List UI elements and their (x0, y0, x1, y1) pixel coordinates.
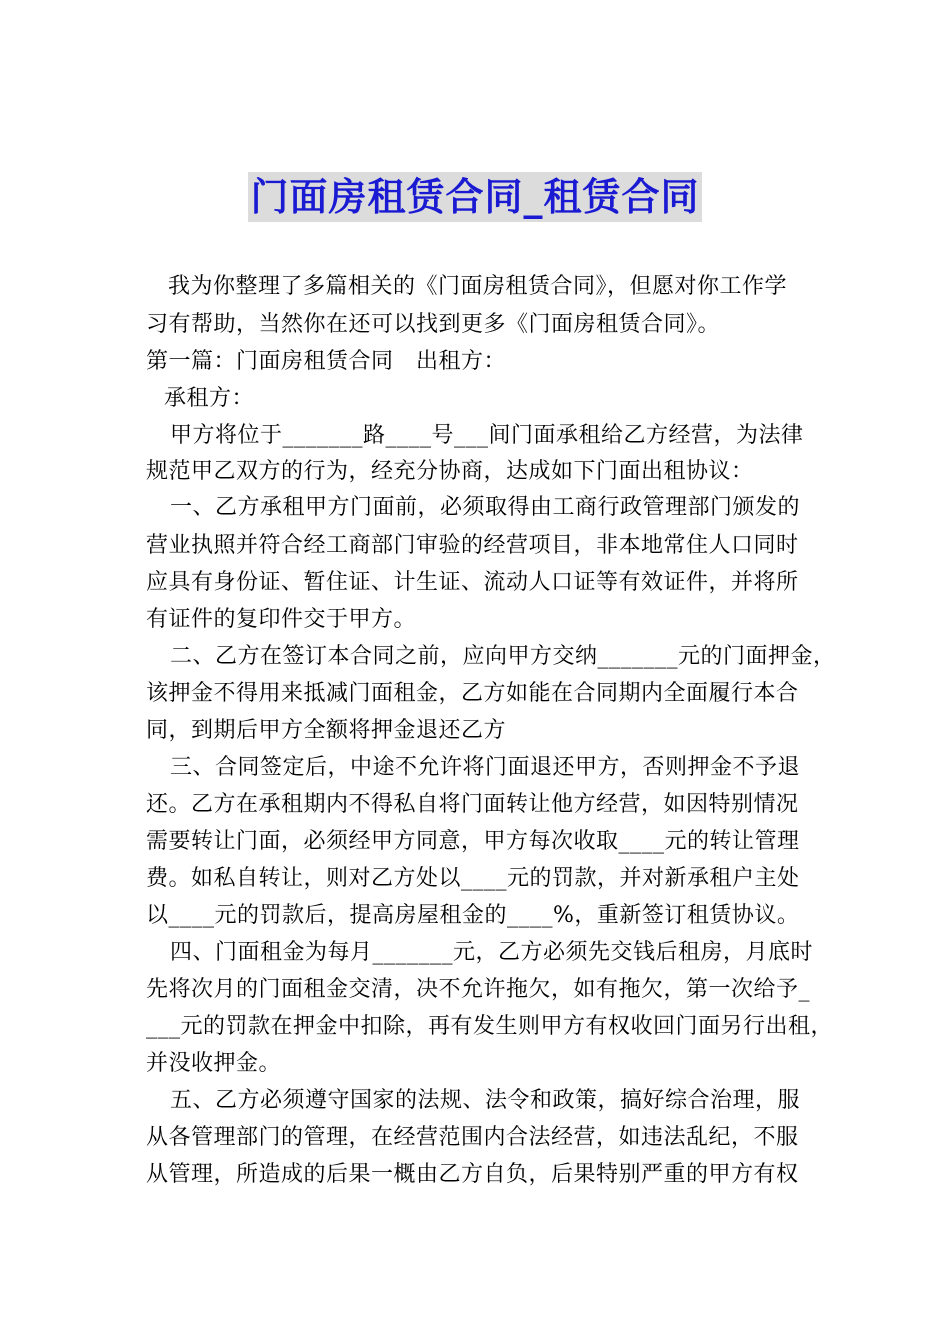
body-line: 并没收押金。 (146, 1051, 282, 1076)
body-line: 我为你整理了多篇相关的《门面房租赁合同》，但愿对你工作学 (168, 274, 788, 299)
body-line: 第一篇：门面房租赁合同 出租方： (146, 349, 507, 374)
body-line: 从各管理部门的管理，在经营范围内合法经营，如违法乱纪，不服 (146, 1125, 799, 1150)
body-line: ___元的罚款在押金中扣除，再有发生则甲方有权收回门面另行出租， (146, 1014, 834, 1039)
body-line: 应具有身份证、暂住证、计生证、流动人口证等有效证件，并将所 (146, 570, 799, 595)
body-line: 费。如私自转让，则对乙方处以____元的罚款，并对新承租户主处 (146, 866, 800, 891)
body-line: 习有帮助，当然你在还可以找到更多《门面房租赁合同》。 (146, 312, 721, 337)
title-container (0, 172, 950, 222)
body-line: 还。乙方在承租期内不得私自将门面转让他方经营，如因特别情况 (146, 792, 799, 817)
body-line: 规范甲乙双方的行为，经充分协商，达成如下门面出租协议： (146, 459, 754, 484)
body-line: 该押金不得用来抵减门面租金，乙方如能在合同期内全面履行本合 (146, 681, 799, 706)
body-line: 同，到期后甲方全额将押金退还乙方 (146, 718, 507, 743)
body-line: 三、合同签定后，中途不允许将门面退还甲方，否则押金不予退 (170, 755, 801, 780)
body-line: 二、乙方在签订本合同之前，应向甲方交纳_______元的门面押金， (170, 644, 836, 669)
body-line: 先将次月的门面租金交清，决不允许拖欠，如有拖欠，第一次给予_ (146, 977, 811, 1002)
body-line: 有证件的复印件交于甲方。 (146, 607, 417, 632)
body-line: 从管理，所造成的后果一概由乙方自负，后果特别严重的甲方有权 (146, 1162, 799, 1187)
document-title: 门面房租赁合同_租赁合同 (248, 172, 701, 222)
body-line: 营业执照并符合经工商部门审验的经营项目，非本地常住人口同时 (146, 533, 799, 558)
body-line: 承租方： (164, 386, 255, 411)
body-line: 甲方将位于_______路____号___间门面承租给乙方经营，为法律 (170, 423, 804, 448)
body-line: 一、乙方承租甲方门面前，必须取得由工商行政管理部门颁发的 (170, 495, 801, 520)
body-line: 四、门面租金为每月_______元，乙方必须先交钱后租房，月底时 (170, 940, 814, 965)
body-line: 五、乙方必须遵守国家的法规、法令和政策，搞好综合治理，服 (170, 1088, 801, 1113)
body-line: 需要转让门面，必须经甲方同意，甲方每次收取____元的转让管理 (146, 829, 800, 854)
body-line: 以____元的罚款后，提高房屋租金的____%，重新签订租赁协议。 (146, 903, 800, 928)
